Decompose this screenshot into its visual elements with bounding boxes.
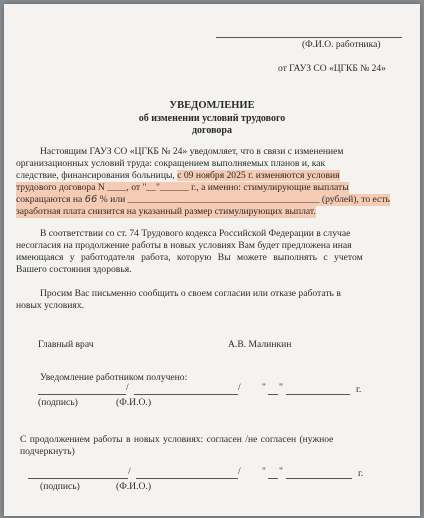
- p1-line-3-a: следствие, финансирования больницы,: [16, 170, 175, 181]
- consent-line-2: подчеркнуть): [20, 446, 75, 457]
- receipt-fio-line[interactable]: [134, 394, 238, 395]
- consent-day-line[interactable]: [268, 478, 278, 479]
- receipt-quote-open: ": [262, 382, 266, 393]
- receipt-month-line[interactable]: [286, 394, 350, 395]
- receipt-day-line[interactable]: [268, 394, 278, 395]
- receipt-sign-label: (подпись): [38, 397, 78, 408]
- p3-line-1: Просим Вас письменно сообщить о своем согласии или отказе работать в: [40, 288, 341, 299]
- p1-line-3: [16, 170, 340, 182]
- document-title: УВЕДОМЛЕНИЕ: [169, 100, 255, 111]
- document-subtitle-2: договора: [192, 125, 232, 136]
- signer-position: Главный врач: [38, 339, 94, 350]
- receipt-year: г.: [356, 384, 362, 395]
- consent-quote-open: ": [262, 466, 266, 477]
- p3-line-2: новых условиях.: [16, 300, 85, 311]
- p1-line-3-highlight: с 09 ноября 2025 г. изменяются условия: [177, 170, 340, 181]
- consent-signature-line[interactable]: [28, 478, 128, 479]
- receipt-label: Уведомление работником получено:: [40, 372, 188, 383]
- recipient-name-line: [216, 37, 402, 38]
- consent-sign-label: (подпись): [40, 481, 80, 492]
- consent-line-1: С продолжением работы в новых условиях: согласен /не согласен (нужное: [20, 434, 334, 445]
- p1-line-5: [16, 194, 390, 206]
- p2-line-2: несогласия на продолжение работы в новых условиях Вам будет предложена иная: [16, 240, 352, 251]
- consent-fio-label: (Ф.И.О.): [116, 481, 152, 492]
- p1-line-6: заработная плата снизится на указанный размер стимулирующих выплат.: [16, 206, 316, 217]
- signer-name: А.В. Малинкин: [228, 339, 292, 350]
- recipient-fio-label: (Ф.И.О. работника): [302, 40, 381, 50]
- receipt-quote-close: ": [279, 382, 283, 393]
- p1-line-1: Настоящим ГАУЗ СО «ЦГКБ № 24» уведомляет, что в связи с изменением: [40, 146, 344, 157]
- document-subtitle-1: об изменении условий трудового: [138, 113, 286, 124]
- receipt-fio-label: (Ф.И.О.): [116, 397, 152, 408]
- p1-line-5-a: сокращаются на: [16, 194, 83, 205]
- p2-line-4: Вашего состояния здоровья.: [16, 264, 132, 275]
- p2-line-1: В соответствии со ст. 74 Трудового кодекса Российской Федерации в случае: [40, 228, 351, 239]
- handwritten-percent: 66: [84, 194, 98, 205]
- consent-quote-close: ": [279, 466, 283, 477]
- consent-year: г.: [358, 468, 364, 479]
- p1-line-5-b: % или ________________________________________ (рублей), то есть: [99, 194, 390, 205]
- consent-month-line[interactable]: [286, 478, 352, 479]
- from-organization: от ГАУЗ СО «ЦГКБ № 24»: [278, 64, 386, 74]
- document-sheet: (Ф.И.О. работника) от ГАУЗ СО «ЦГКБ № 24» УВЕДОМЛЕНИЕ об изменении условий трудового договора Настоящим ГАУЗ СО «ЦГКБ № 24» уведомляет, что в связи с изменением организационных условий труда: сокращением выполняемых планов и, как следствие, финансирования больницы, с 09 ноября 2025 г. изменяются условия трудового договора N ____, от "__"______ г., а именно: стимулирующие выплаты сокращаются на 66 % или ________________________________________ (рублей), то есть заработная плата снизится на указанный размер стимулирующих выплат. В соответствии со ст. 74 Трудового кодекса Российской Федерации в случае несогласия на продолжение работы в новых условиях Вам будет предложена иная имеющаяся у работодателя работа, которую Вы можете выполнять с учетом Вашего состояния здоровья. Просим Вас письменно сообщить о своем согласии или отказе работать в новых условиях. Главный врач А.В. Малинкин Уведомление работником получено: / / " " г. (подпись) (Ф.И.О.) С продолжением работы в новых условиях: согласен /не согласен (нужное подчеркнуть) / / " " г. (подпись) (Ф.И.О.): [4, 4, 420, 516]
- p2-line-3: имеющаяся у работодателя работа, которую Вы можете выполнять с учетом: [16, 252, 363, 263]
- consent-fio-line[interactable]: [136, 478, 238, 479]
- receipt-signature-line[interactable]: [38, 394, 126, 395]
- p1-line-4: трудового договора N ____, от "__"______ г., а именно: стимулирующие выплаты: [16, 182, 349, 193]
- p1-line-2: организационных условий труда: сокращением выполняемых планов и, как: [16, 158, 326, 169]
